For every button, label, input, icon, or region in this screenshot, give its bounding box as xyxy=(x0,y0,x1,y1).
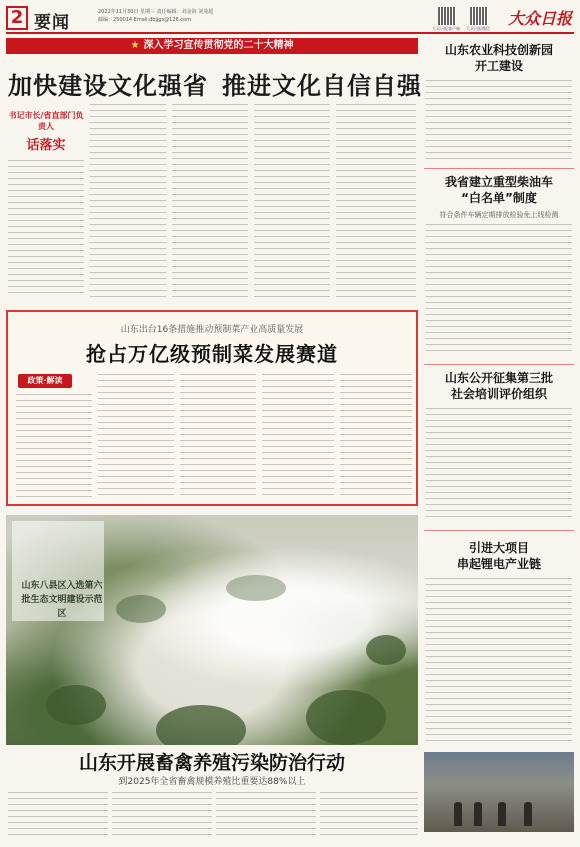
bottom-text-column xyxy=(216,792,316,842)
headline-left: 加快建设文化强省 xyxy=(8,72,208,100)
headline-right: 推进文化自信自强 xyxy=(222,72,422,100)
feature-text-column xyxy=(16,394,92,502)
issue-meta xyxy=(98,8,213,24)
photo-caption-title: 山东八县区入选第六批生态文明建设示范区 xyxy=(21,581,103,619)
bottom-text-column xyxy=(8,792,108,842)
qr-code-icon xyxy=(438,7,456,25)
section-name: 要闻 xyxy=(34,13,70,33)
article-text-column xyxy=(254,104,330,302)
right-article-4-text xyxy=(426,578,572,746)
qr-label-1: 大众日报客户端 xyxy=(432,26,460,31)
feature-text-column xyxy=(340,374,412,502)
feature-article-box xyxy=(6,310,418,506)
theme-banner xyxy=(6,38,418,54)
right-article-2-text xyxy=(426,224,572,356)
qr-label-2: 大众日报微信 xyxy=(466,26,490,31)
feature-text-column xyxy=(262,374,334,502)
page-header xyxy=(6,4,574,34)
banner-text: 深入学习宣传贯彻党的二十大精神 xyxy=(143,40,294,51)
article-text-column xyxy=(172,104,248,302)
feature-badge: 政策·解读 xyxy=(18,374,72,388)
bottom-headline: 山东开展畜禽养殖污染防治行动 xyxy=(78,752,345,774)
right-headline-3a: 山东公开征集第三批 xyxy=(444,371,553,385)
divider xyxy=(424,530,574,531)
right-article-1-text xyxy=(426,80,572,164)
right-subheadline-2: 符合条件车辆定期排放检验免上线检测 xyxy=(439,211,559,219)
page-number: 2 xyxy=(6,6,28,30)
issue-meta-line1: 2022年11月30日 星期三 责任编辑：刘金海 刘曼超 xyxy=(98,9,214,15)
bottom-subheadline: 到2025年全省畜禽规模养殖比重要达88%以上 xyxy=(118,777,306,787)
factory-photo xyxy=(424,752,574,832)
divider xyxy=(424,168,574,169)
right-headline-1a: 山东农业科技创新园 xyxy=(444,43,553,57)
landscape-photo xyxy=(6,515,418,745)
feature-kicker: 山东出台16条措施推动预制菜产业高质量发展 xyxy=(120,325,304,335)
bottom-text-column xyxy=(112,792,212,842)
right-headline-2b: “白名单”制度 xyxy=(461,191,537,205)
right-article-3-text xyxy=(426,408,572,524)
article-text-column xyxy=(90,104,166,302)
feature-text-column xyxy=(98,374,174,502)
right-headline-4a: 引进大项目 xyxy=(468,541,529,555)
qr-code-icon xyxy=(470,7,488,25)
column-label-main: 话落实 xyxy=(26,138,66,153)
article-text-column xyxy=(336,104,416,302)
right-headline-2a: 我省建立重型柴油车 xyxy=(444,175,553,189)
right-headline-3b: 社会培训评价组织 xyxy=(450,387,547,401)
issue-meta-line2: 邮编：250014 Email:dbjjgs@126.com xyxy=(98,17,191,23)
column-label xyxy=(8,110,84,153)
photo-caption-box xyxy=(12,521,104,621)
feature-title: 抢占万亿级预制菜发展赛道 xyxy=(86,342,338,366)
right-headline-4b: 串起锂电产业链 xyxy=(456,557,541,571)
masthead-logo: 大众日报 xyxy=(507,9,572,28)
column-label-sub: 书记市长/省直部门负责人 xyxy=(8,111,84,131)
feature-text-column xyxy=(180,374,256,502)
star-icon: ★ xyxy=(130,40,140,51)
article-text-column xyxy=(8,160,84,300)
right-headline-1b: 开工建设 xyxy=(474,59,523,73)
bottom-text-column xyxy=(320,792,418,842)
divider xyxy=(424,364,574,365)
